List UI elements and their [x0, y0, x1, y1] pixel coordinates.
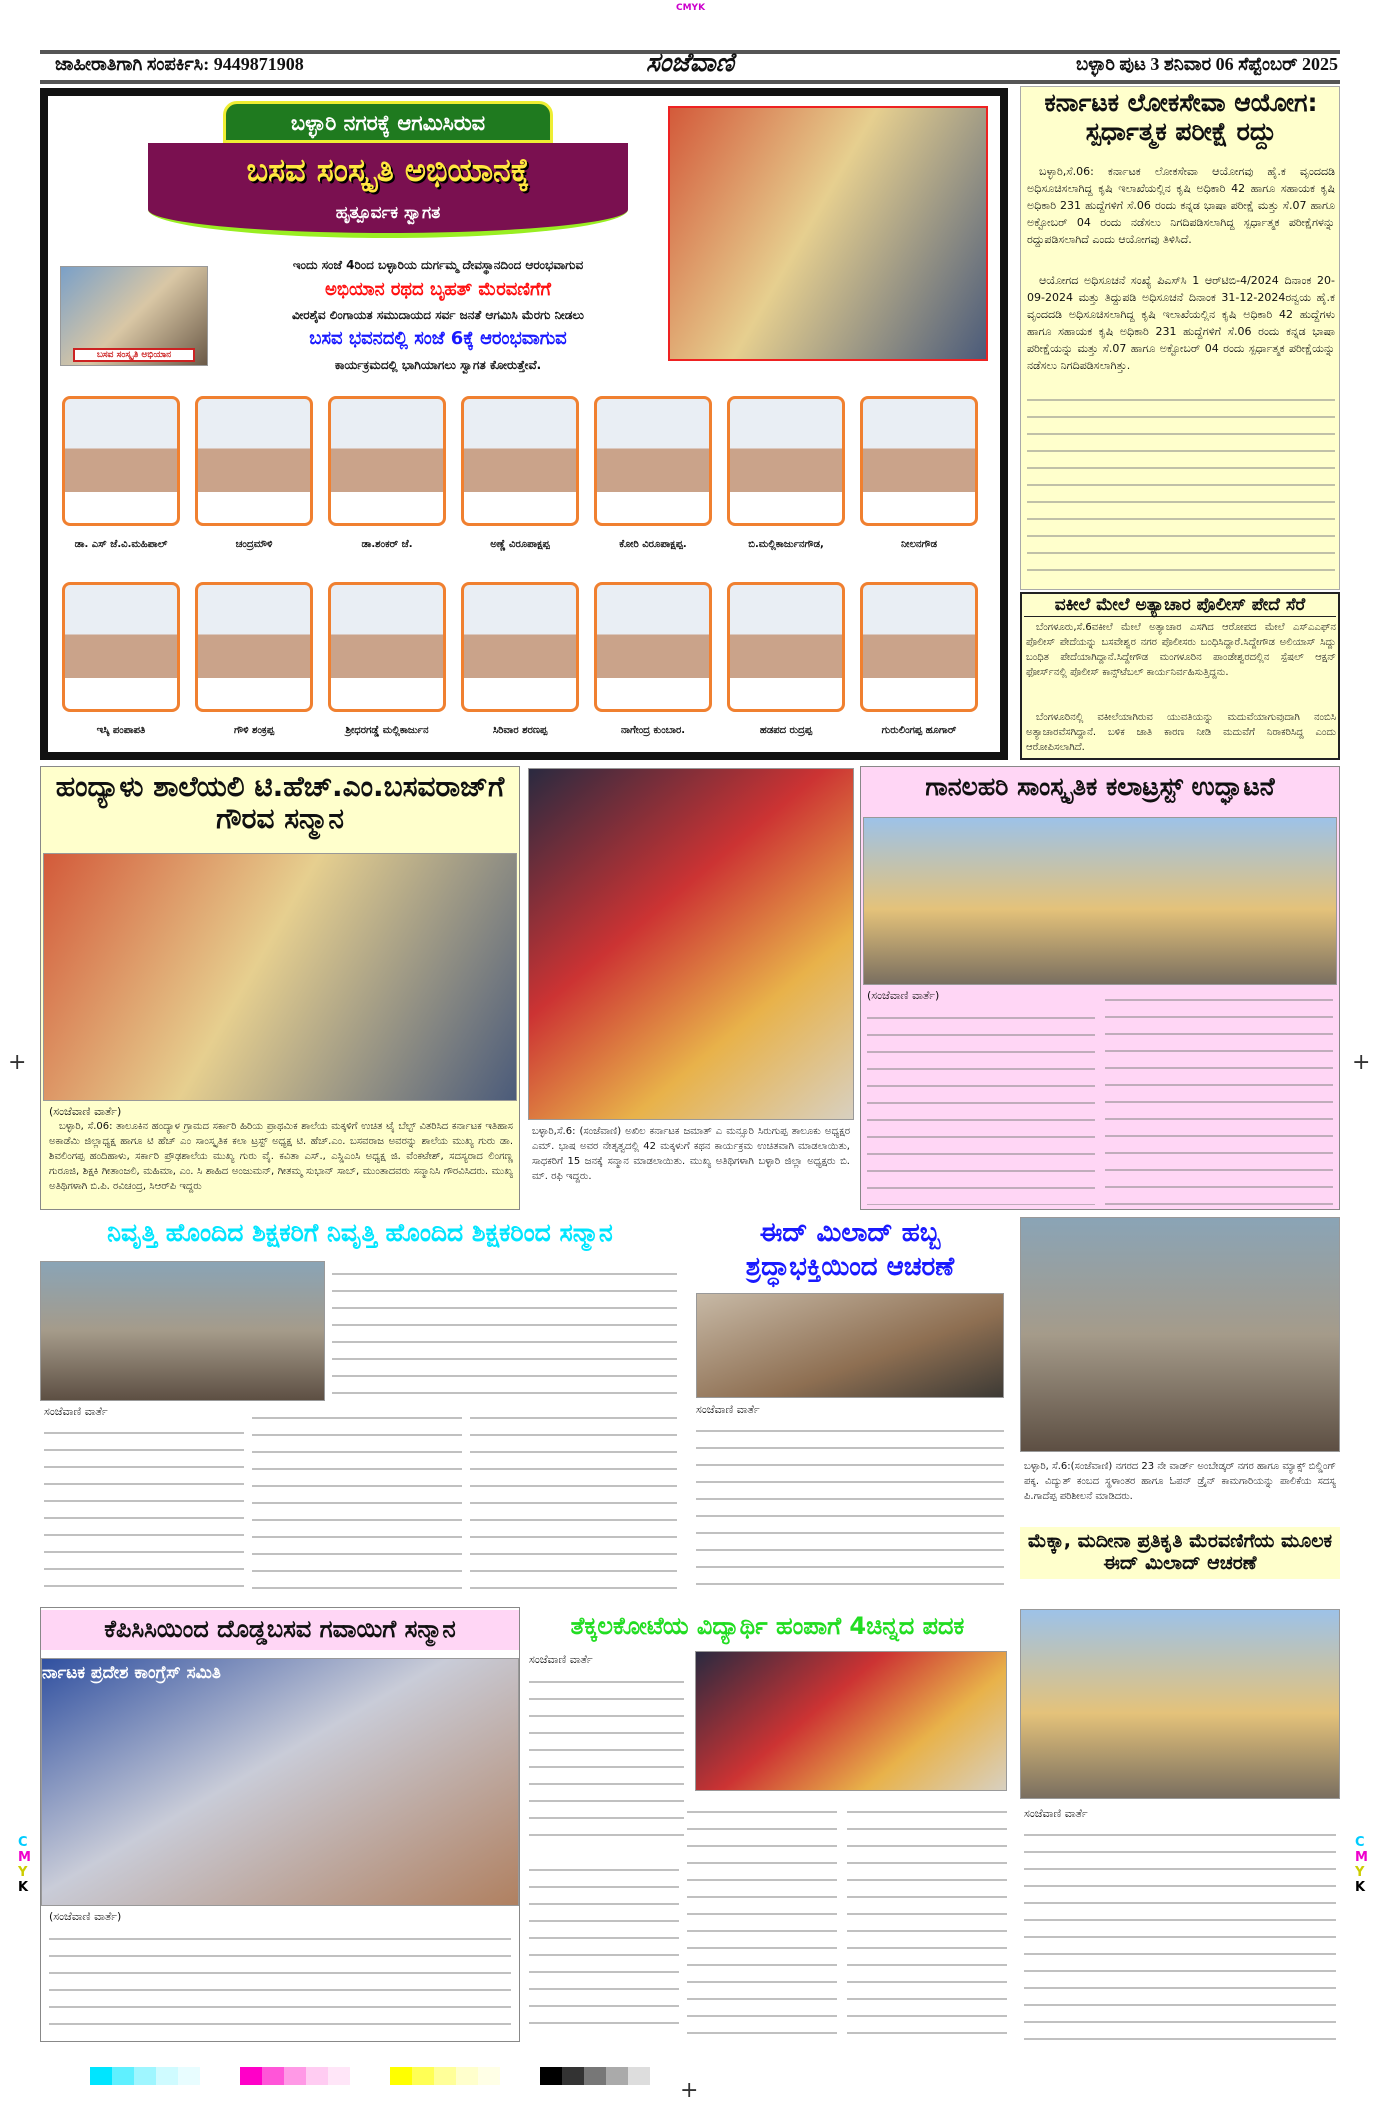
color-calibration-swatch: [456, 2067, 478, 2085]
portrait-caption: ಡಾ.ಶಂಕರ್ ಜೆ.: [361, 539, 413, 550]
retired-teachers-article: [40, 1215, 680, 1600]
ganalahari-body-col2: [1105, 987, 1333, 1205]
color-calibration-swatch: [328, 2067, 350, 2085]
ad-banner-top: ಬಳ್ಳಾರಿ ನಗರಕ್ಕೆ ಆಗಮಿಸಿರುವ: [223, 101, 553, 143]
handyal-source: (ಸಂಜೆವಾಣಿ ವಾರ್ತೆ): [49, 1105, 122, 1118]
color-calibration-swatch: [156, 2067, 178, 2085]
retired-headline: ನಿವೃತ್ತಿ ಹೊಂದಿದ ಶಿಕ್ಷಕರಿಗೆ ನಿವೃತ್ತಿ ಹೊಂದಿದ ಶಿಕ್ಷಕರಿಂದ ಸನ್ಮಾನ: [107, 1218, 613, 1247]
procession-photo: [60, 266, 208, 366]
chariot-photo: [668, 106, 988, 361]
portrait-photo: [328, 396, 446, 526]
portrait-caption: ನಾಗೇಂದ್ರ ಕುಂಬಾರ.: [620, 725, 686, 736]
registration-mark: CMYK: [676, 3, 706, 13]
kpcc-banner: ರ್ನಾಟಕ ಪ್ರದೇಶ ಕಾಂಗ್ರೆಸ್ ಸಮಿತಿ: [42, 1663, 221, 1683]
police-paragraph: ಬೆಂಗಳೂರಿನಲ್ಲಿ ವಕೀಲೆಯಾಗಿರುವ ಯುವತಿಯನ್ನು ಮದುವೆಯಾಗುವುದಾಗಿ ನಂಬಿಸಿ ಅತ್ಯಾಚಾರವೆಸಗಿದ್ದಾನೆ. ಬಳಿಕ ಜಾತಿ ಕಾರಣ ನೀಡಿ ಮದುವೆಗೆ ನಿರಾಕರಿಸಿದ್ದ ಎಂದು ಆರೋಪಿಸಲಾಗಿದೆ.: [1026, 712, 1336, 753]
portrait-photo: [860, 582, 978, 712]
color-calibration-swatch: [306, 2067, 328, 2085]
color-calibration-swatch: [628, 2067, 650, 2085]
portrait-photo: [195, 396, 313, 526]
portrait-caption: ಗೌಳಿ ಶಂಕ್ರಪ್ಪ: [233, 725, 275, 736]
color-calibration-swatch: [540, 2067, 562, 2085]
portrait-caption: ನೀಲನಗೌಡ: [901, 539, 937, 550]
newspaper-logo: ಸಂಜೆವಾಣಿ: [645, 48, 735, 77]
retired-source: ಸಂಜೆವಾಣಿ ವಾರ್ತೆ: [44, 1405, 108, 1418]
eid-article: [690, 1215, 1010, 1600]
tekkalakota-body-col3: [687, 1799, 837, 2039]
color-calibration-swatch: [240, 2067, 262, 2085]
ad-contact: ಜಾಹೀರಾತಿಗಾಗಿ ಸಂಪರ್ಕಿಸಿ: 9449871908: [55, 54, 304, 74]
handyal-headline: ಹಂದ್ಯಾಳು ಶಾಲೆಯಲಿ ಟಿ.ಹೆಚ್.ಎಂ.ಬಸವರಾಜ್‌ಗೆ ಗೌರವ ಸನ್ಮಾನ: [55, 770, 505, 836]
ganalahari-photo: [863, 817, 1337, 985]
tekkalakota-headline: ತೆಕ್ಕಲಕೋಟೆಯ ವಿದ್ಯಾರ್ಥಿ ಹಂಪಾಗೆ 4ಚಿನ್ನದ ಪದಕ: [570, 1612, 965, 1640]
kpsc-paragraph: ಆಯೋಗದ ಅಧಿಸೂಚನೆ ಸಂಖ್ಯೆ ಪಿಎಸ್‌ಸಿ 1 ಆರ್‌ಟಿಬಿ-4/2024 ದಿನಾಂಕ 20-09-2024 ಮತ್ತು ತಿದ್ದುಪಡಿ ಅಧಿಸೂಚನೆ ದಿನಾಂಕ 31-12-2024ರನ್ವಯ ಹೈ.ಕ ವೃಂದದಡಿ ಅಧಿಸೂಚಿಸಲಾಗಿದ್ದ ಕೃಷಿ ಇಲಾಖೆಯಲ್ಲಿನ ಕೃಷಿ ಅಧಿಕಾರಿ 42 ಹುದ್ದೆಗಳು ಹಾಗೂ ಸಹಾಯಕ ಕೃಷಿ ಅಧಿಕಾರಿ 231 ಹುದ್ದೆಗಳಿಗೆ ಸೆ.06 ರಂದು ಕನ್ನಡ ಭಾಷಾ ಪರೀಕ್ಷೆಯನ್ನು ಮತ್ತು ಸೆ.07 ಹಾಗೂ ಅಕ್ಟೋಬರ್ 04 ರಂದು ಸ್ಪರ್ಧಾತ್ಮಕ ಪರೀಕ್ಷೆಯನ್ನು ನಡೆಸಲು ನಿಗದಿಪಡಿಸಲಾಗಿತ್ತು.: [1027, 274, 1335, 372]
jamat-body: ಬಳ್ಳಾರಿ,ಸೆ.6: (ಸಂಜೆವಾಣಿ) ಅಖಿಲ ಕರ್ನಾಟಕ ಜಮಾತ್ ಎ ಮನ್ಸೂರಿ ಸಿರುಗುಪ್ಪ ತಾಲೂಕು ಅಧ್ಯಕ್ಷರ ಎಮ್. ಭಾಷ ಅವರ ನೇತೃತ್ವದಲ್ಲಿ 42 ಮಕ್ಕಳುಗೆ ಕಥನ ಕಾರ್ಯಕ್ರಮ ಉಚಿತವಾಗಿ ಮಾಡಲಾಯಿತು, ಸಾಧಕರಿಗೆ 15 ಜನಕ್ಕೆ ಸನ್ಮಾನ ಮಾಡಲಾಯಿತು. ಮುಖ್ಯ ಅತಿಥಿಗಳಾಗಿ ಬಳ್ಳಾರಿ ಜಿಲ್ಲಾ ಅಧ್ಯಕ್ಷರು ಬಿ. ಮ್. ರಫಿ ಇದ್ದರು.: [532, 1126, 850, 1182]
dateline: ಬಳ್ಳಾರಿ ಪುಟ 3 ಶನಿವಾರ 06 ಸೆಪ್ಟೆಂಬರ್ 2025: [1075, 54, 1338, 74]
basava-ad: [40, 88, 1008, 760]
ganalahari-article: [860, 766, 1340, 1210]
kpsc-headline: ಕರ್ನಾಟಕ ಲೋಕಸೇವಾ ಆಯೋಗ: ಸ್ಪರ್ಧಾತ್ಮಕ ಪರೀಕ್ಷೆ ರದ್ದು: [1044, 88, 1318, 146]
portrait-photo: [62, 396, 180, 526]
portrait-caption: ಗುರುಲಿಂಗಪ್ಪ ಹೂಗಾರ್: [881, 725, 957, 736]
handyal-photo: [43, 853, 517, 1101]
ad-line-4: ಬಸವ ಭವನದಲ್ಲಿ ಸಂಜೆ 6ಕ್ಕೆ ಆರಂಭವಾಗುವ: [309, 328, 567, 349]
ad-banner-sub: ಹೃತ್ಪೂರ್ವಕ ಸ್ವಾಗತ: [335, 203, 441, 223]
portrait-caption: ಶ್ರೀಧರಗಡ್ಡೆ ಮಲ್ಲಿಕಾರ್ಜುನ: [345, 725, 429, 736]
kpsc-body-continued: [1027, 387, 1335, 585]
portrait-photo: [860, 396, 978, 526]
portrait-caption: ಡಾ. ಎಸ್ ಜೆ.ವಿ.ಮಹಿಪಾಲ್: [74, 539, 168, 550]
ganalahari-body: [867, 1005, 1095, 1205]
eid-photo: [696, 1293, 1004, 1398]
portrait-caption: ಕೋರಿ ವಿರೂಪಾಕ್ಷಪ್ಪ.: [619, 539, 687, 550]
color-calibration-swatch: [90, 2067, 112, 2085]
color-calibration-swatch: [284, 2067, 306, 2085]
portrait-photo: [62, 582, 180, 712]
mecca-headline: ಮೆಕ್ಕಾ, ಮದೀನಾ ಪ್ರತಿಕೃತಿ ಮೆರವಣಿಗೆಯ ಮೂಲಕ ಈದ್ ಮಿಲಾದ್ ಆಚರಣೆ: [1020, 1527, 1340, 1579]
portrait-photo: [727, 582, 845, 712]
color-calibration-swatch: [478, 2067, 500, 2085]
kpcc-photo: [41, 1658, 519, 1906]
jamat-photo: [528, 768, 854, 1120]
drain-works-photo: [1020, 1217, 1340, 1452]
portrait-caption: ಚಂದ್ರಮೌಳಿ: [235, 539, 273, 550]
portrait-photo: [461, 396, 579, 526]
jamat-article: [528, 768, 854, 1210]
photo-label: ಬಸವ ಸಂಸ್ಕೃತಿ ಅಭಿಯಾನ: [73, 348, 195, 362]
portrait-caption: ಸಿರಿವಾರ ಶರಣಪ್ಪ: [492, 725, 548, 736]
portrait-photo: [594, 582, 712, 712]
color-calibration-swatch: [134, 2067, 156, 2085]
mecca-body: [1024, 1822, 1336, 2040]
portrait-caption: ಹಡಪದ ರುದ್ರಪ್ಪ: [759, 725, 813, 736]
portrait-photo: [328, 582, 446, 712]
tekkalakota-body-col1: [529, 1669, 684, 1849]
portrait-caption: ಅಣ್ಣೆ ವಿರೂಪಾಕ್ಷಪ್ಪ: [490, 539, 550, 550]
retired-body-col3: [332, 1261, 677, 1401]
kpsc-article: [1020, 86, 1340, 590]
mecca-procession-photo: [1020, 1609, 1340, 1799]
handyal-body: ಬಳ್ಳಾರಿ, ಸೆ.06: ತಾಲೂಕಿನ ಹಂದ್ಯಾಳ ಗ್ರಾಮದ ಸರ್ಕಾರಿ ಹಿರಿಯ ಪ್ರಾಥಮಿಕ ಶಾಲೆಯ ಮಕ್ಕಳಿಗೆ ಉಚಿತ ಟೈ ಬೆಲ್ಟ್ ವಿತರಿಸಿದ ಕರ್ನಾಟಕ ಇತಿಹಾಸ ಅಕಾಡೆಮಿ ಜಿಲ್ಲಾಧ್ಯಕ್ಷ ಹಾಗೂ ಟಿ ಹೆಚ್ ಎಂ ಸಾಂಸ್ಕೃತಿಕ ಕಲಾ ಟ್ರಸ್ಟ್ ಅಧ್ಯಕ್ಷ ಟಿ. ಹೆಚ್.ಎಂ. ಬಸವರಾಜ ಅವರನ್ನು ಶಾಲೆಯ ಮುಖ್ಯ ಗುರು ಡಾ. ಶಿವಲಿಂಗಪ್ಪ ಹಂದಿಹಾಳು, ಸರ್ಕಾರಿ ಪ್ರೌಢಶಾಲೆಯ ಮುಖ್ಯ ಗುರು ವೈ. ಕವಿತಾ ಎಸ್., ಎಸ್ಡಿಎಂಸಿ ಅಧ್ಯಕ್ಷ ಜಿ. ವೆಂಕಟೇಶ್, ಸದಸ್ಯರಾದ ಲಿಂಗಣ್ಣ ಗುರೂಜಿ, ಶಿಕ್ಷಕಿ ಗೀತಾಂಜಲಿ, ಮಹಿಮಾ, ಎಂ. ಸಿ ಶಾಹಿದ ಅಂಜುಮನ್, ಗೀತಮ್ಮ ಸುಭಾನ್ ಸಾಬ್, ಮುಂತಾದವರು ಸನ್ಮಾನಿಸಿ ಗೌರವಿಸಿದರು. ಮುಖ್ಯ ಅತಿಥಿಗಳಾಗಿ ಬಿ.ಪಿ. ರವಿಚಂದ್ರ, ಸಿಆರ್‌ಪಿ ಇದ್ದರು: [49, 1121, 513, 1192]
mecca-article: [1020, 1607, 1340, 2042]
color-calibration-swatch: [390, 2067, 412, 2085]
registration-mark-right: +: [1352, 1050, 1371, 1075]
portrait-photo: [195, 582, 313, 712]
kpcc-body: [49, 1926, 511, 2038]
ganalahari-headline: ಗಾನಲಹರಿ ಸಾಂಸ್ಕೃತಿಕ ಕಲಾಟ್ರಸ್ಟ್ ಉದ್ಘಾಟನೆ: [925, 772, 1275, 801]
ad-line-5: ಕಾರ್ಯಕ್ರಮದಲ್ಲಿ ಭಾಗಿಯಾಗಲು ಸ್ವಾಗತ ಕೋರುತ್ತೇವೆ.: [334, 358, 542, 372]
cmyk-mark-right: C M Y K: [1355, 1835, 1368, 1895]
eid-body: [696, 1418, 1004, 1598]
tekkalakota-body-col2: [529, 1857, 679, 2039]
kpcc-article: [40, 1607, 520, 2042]
mecca-source: ಸಂಜೆವಾಣಿ ವಾರ್ತೆ: [1024, 1807, 1088, 1820]
color-calibration-swatch: [434, 2067, 456, 2085]
eid-source: ಸಂಜೆವಾಣಿ ವಾರ್ತೆ: [696, 1403, 760, 1416]
color-calibration-swatch: [412, 2067, 434, 2085]
ad-line-1: ಇಂದು ಸಂಜೆ 4ರಿಂದ ಬಳ್ಳಾರಿಯ ದುರ್ಗಮ್ಮ ದೇವಸ್ಥಾನದಿಂದ ಆರಂಭವಾಗುವ: [292, 258, 584, 272]
color-calibration-swatch: [562, 2067, 584, 2085]
ad-line-3: ವೀರಶೈವ ಲಿಂಗಾಯತ ಸಮುದಾಯದ ಸರ್ವ ಜನತೆ ಆಗಮಿಸಿ ಮೆರಗು ನೀಡಲು: [292, 308, 584, 322]
color-calibration-swatch: [606, 2067, 628, 2085]
kpsc-paragraph: ಬಳ್ಳಾರಿ,ಸೆ.06: ಕರ್ನಾಟಕ ಲೋಕಸೇವಾ ಆಯೋಗವು ಹೈ.ಕ ವೃಂದದಡಿ ಅಧಿಸೂಚಿಸಲಾಗಿದ್ದ ಕೃಷಿ ಇಲಾಖೆಯಲ್ಲಿನ ಕೃಷಿ ಅಧಿಕಾರಿ 42 ಹಾಗೂ ಸಹಾಯಕ ಕೃಷಿ ಅಧಿಕಾರಿ 231 ಹುದ್ದೆಗಳಿಗೆ ಸೆ.06 ರಂದು ಕನ್ನಡ ಭಾಷಾ ಪರೀಕ್ಷೆ ಮತ್ತು ಸೆ.07 ಹಾಗೂ ಅಕ್ಟೋಬರ್ 04 ರಂದು ನಡೆಸಲು ನಿಗದಿಪಡಿಸಲಾಗಿದ್ದ ಸ್ಪರ್ಧಾತ್ಮಕ ಪರೀಕ್ಷೆಗಳನ್ನು ರದ್ದುಪಡಿಸಲಾಗಿದೆ ಎಂದು ಆಯೋಗವು ತಿಳಿಸಿದೆ.: [1027, 165, 1335, 246]
retired-body-col1: [44, 1420, 244, 1598]
medal-photo: [695, 1651, 1007, 1791]
color-calibration-swatch: [584, 2067, 606, 2085]
retired-body-col4: [470, 1405, 677, 1598]
ward-article: [1020, 1215, 1340, 1600]
registration-mark-bottom: +: [680, 2078, 699, 2103]
eid-headline-2: ಶ್ರದ್ಧಾಭಕ್ತಿಯಿಂದ ಆಚರಣೆ: [745, 1252, 955, 1282]
ward-body: ಬಳ್ಳಾರಿ, ಸೆ.6:(ಸಂಜೆವಾಣಿ) ನಗರದ 23 ನೇ ವಾರ್ಡ್ ಅಂಬೇಡ್ಕರ್ ನಗರ ಹಾಗೂ ಮ್ಯಾಕ್ಸ್ ಬಿಲ್ಡಿಂಗ್ ಪಕ್ಕ. ವಿದ್ಯುತ್ ಕಂಬದ ಸ್ಥಳಾಂತರ ಹಾಗೂ ಓಪನ್ ಡ್ರೈನ್ ಕಾಮಗಾರಿಯನ್ನು ಪಾಲಿಕೆಯ ಸದಸ್ಯ ಪಿ.ಗಾದೆಪ್ಪ ಪರಿಶೀಲನೆ ಮಾಡಿದರು.: [1024, 1461, 1336, 1502]
retired-photo: [40, 1261, 325, 1401]
portrait-caption: ಬಿ.ಮಲ್ಲಿಕಾರ್ಜುನಗೌಡ,: [748, 539, 824, 550]
portrait-photo: [727, 396, 845, 526]
color-calibration-swatch: [262, 2067, 284, 2085]
eid-headline-1: ಈದ್ ಮಿಲಾದ್ ಹಬ್ಬ: [759, 1218, 941, 1248]
registration-mark-left: +: [8, 1050, 27, 1075]
ad-banner-main: ಬಸವ ಸಂಸ್ಕೃತಿ ಅಭಿಯಾನಕ್ಕೆ: [148, 143, 628, 238]
portrait-photo: [461, 582, 579, 712]
kpcc-source: (ಸಂಜೆವಾಣಿ ವಾರ್ತೆ): [49, 1910, 122, 1923]
tekkalakota-source: ಸಂಜೆವಾಣಿ ವಾರ್ತೆ: [529, 1653, 593, 1666]
portrait-photo: [594, 396, 712, 526]
police-paragraph: ಬೆಂಗಳೂರು,ಸೆ.6ವಕೀಲೆ ಮೇಲೆ ಅತ್ಯಾಚಾರ ಎಸಗಿದ ಆರೋಪದ ಮೇಲೆ ಎಸ್‌ಎಎಫ್‌ನ ಪೊಲೀಸ್ ಪೇದೆಯನ್ನು ಬಸವೇಶ್ವರ ನಗರ ಪೊಲೀಸರು ಬಂಧಿಸಿದ್ದಾರೆ.ಸಿದ್ದೇಗೌಡ ಅಲಿಯಾಸ್ ಸಿದ್ದು ಬಂಧಿತ ಪೇದೆಯಾಗಿದ್ದಾನೆ.ಸಿದ್ದೇಗೌಡ ಮಂಗಳೂರಿನ ಪಾಂಡೇಶ್ವರದಲ್ಲಿನ ಸ್ಪೆಷಲ್ ಆಕ್ಷನ್ ಫೋರ್ಸ್‌ನಲ್ಲಿ ಪೊಲೀಸ್ ಕಾನ್ಸ್‌ಟೆಬಲ್ ಕಾರ್ಯನಿರ್ವಹಿಸುತ್ತಿದ್ದನು.: [1026, 622, 1336, 678]
kpcc-headline: ಕೆಪಿಸಿಸಿಯಿಂದ ದೊಡ್ಡಬಸವ ಗವಾಯಿಗೆ ಸನ್ಮಾನ: [41, 1610, 519, 1650]
tekkalakota-body-col4: [847, 1799, 1007, 2039]
police-headline: ವಕೀಲೆ ಮೇಲೆ ಅತ್ಯಾಚಾರ ಪೊಲೀಸ್ ಪೇದೆ ಸೆರೆ: [1024, 596, 1336, 617]
handyal-article: [40, 766, 520, 1210]
police-article: [1020, 592, 1340, 760]
ganalahari-source: (ಸಂಜೆವಾಣಿ ವಾರ್ತೆ): [867, 989, 940, 1002]
cmyk-mark-left: C M Y K: [18, 1835, 31, 1895]
color-calibration-swatch: [178, 2067, 200, 2085]
ad-line-2: ಅಭಿಯಾನ ರಥದ ಬೃಹತ್ ಮೆರವಣಿಗೆಗೆ: [325, 279, 551, 300]
tekkalakota-article: [525, 1607, 1010, 2042]
portrait-caption: ಇಸ್ಕಿ ಪಂಪಾಪತಿ: [96, 725, 146, 736]
color-calibration-swatch: [112, 2067, 134, 2085]
retired-body-col2: [252, 1405, 462, 1598]
